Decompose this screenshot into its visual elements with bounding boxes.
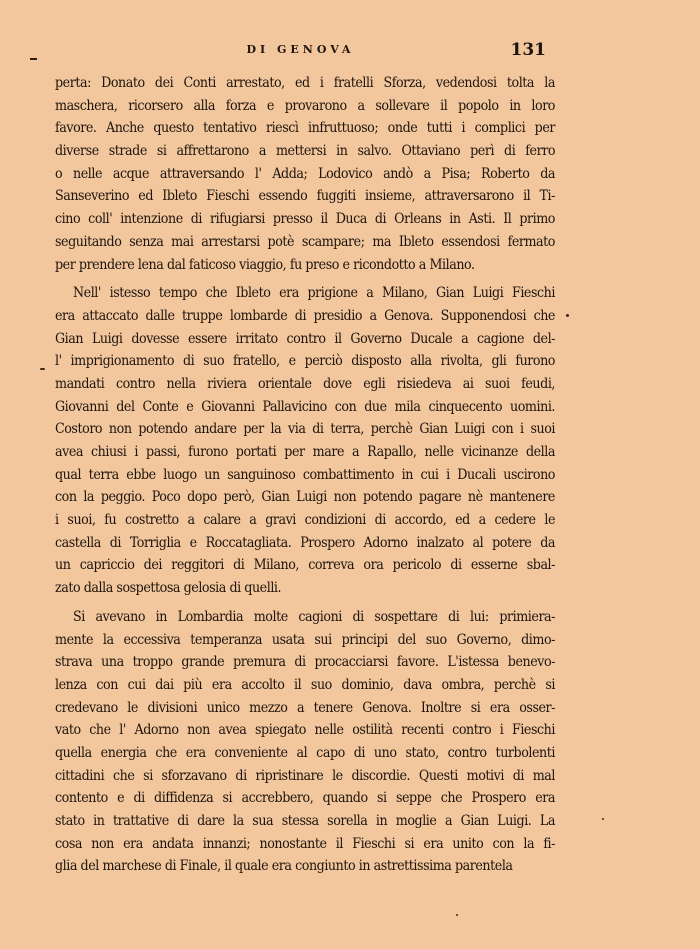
text-line: credevano le divisioni unico mezzo a tenere Genova. Inoltre si era osser- — [55, 699, 555, 716]
text-line: Si avevano in Lombardia molte cagioni di sospettare di lui: primiera- — [73, 608, 555, 625]
text-line: quella energia che era conveniente al capo di uno stato, contro turbolenti — [55, 744, 555, 761]
text-line: Gian Luigi dovesse essere irritato contro il Governo Ducale a cagione del- — [55, 330, 555, 347]
paragraph — [55, 72, 555, 276]
margin-speck — [40, 368, 45, 370]
body-text — [55, 72, 555, 878]
text-line: cino coll' intenzione di rifugiarsi presso il Duca di Orleans in Asti. Il primo — [55, 211, 555, 228]
text-line: cittadini che si sforzavano di ripristinare le discordie. Questi motivi di mal — [55, 767, 555, 784]
text-line: i suoi, fu costretto a calare a gravi condizioni di accordo, ed a cedere le — [55, 512, 555, 529]
paragraph — [55, 606, 555, 878]
text-line: o nelle acque attraversando l' Adda; Lodovico andò a Pisa; Roberto da — [55, 165, 555, 182]
text-line: l' imprigionamento di suo fratello, e perciò disposto alla rivolta, gli furono — [55, 353, 555, 370]
text-line: glia del marchese di Finale, il quale era congiunto in astrettissima parentela — [55, 858, 513, 875]
text-line: mandati contro nella riviera orientale dove egli risiedeva ai suoi feudi, — [55, 375, 555, 392]
text-line: vato che l' Adorno non avea spiegato nelle ostilità recenti contro i Fieschi — [55, 722, 555, 739]
text-line: Costoro non potendo andare per la via di terra, perchè Gian Luigi con i suoi — [55, 421, 555, 438]
margin-speck — [456, 914, 458, 916]
text-line: per prendere lena dal faticoso viaggio, fu preso e ricondotto a Milano. — [55, 256, 475, 273]
text-line: perta: Donato dei Conti arrestato, ed i fratelli Sforza, vedendosi tolta la — [55, 75, 555, 91]
text-line: cosa non era andata innanzi; nonostante il Fieschi si era unito con la fi- — [55, 835, 555, 852]
text-line: qual terra ebbe luogo un sanguinoso combattimento in cui i Ducali uscirono — [55, 466, 555, 483]
text-line: castella di Torriglia e Roccatagliata. Prospero Adorno inalzato al potere da — [55, 534, 555, 551]
running-title: DI GENOVA — [246, 43, 355, 56]
text-line: mente la eccessiva temperanza usata sui principi del suo Governo, dimo- — [55, 631, 555, 648]
margin-dash-mark — [30, 58, 37, 60]
text-line: Nell' istesso tempo che Ibleto era prigione a Milano, Gian Luigi Fieschi — [73, 285, 555, 302]
page-header — [55, 40, 546, 64]
margin-speck — [602, 818, 604, 820]
paragraph — [55, 282, 555, 600]
text-line: zato dalla sospettosa gelosia di quelli. — [55, 580, 282, 597]
text-line: era attaccato dalle truppe lombarde di presidio a Genova. Supponendosi che — [55, 307, 555, 324]
text-line: avea chiusi i passi, furono portati per mare a Rapallo, nelle vicinanze della — [55, 444, 555, 460]
text-line: strava una troppo grande premura di procacciarsi favore. L'istessa benevo- — [55, 654, 555, 671]
text-line: con la peggio. Poco dopo però, Gian Luigi non potendo pagare nè mantenere — [55, 489, 555, 506]
text-line: maschera, ricorsero alla forza e provarono a sollevare il popolo in loro — [55, 97, 555, 114]
text-line: seguitando senza mai arrestarsi potè scampare; ma Ibleto essendosi fermato — [55, 233, 555, 250]
text-line: un capriccio dei reggitori di Milano, correva ora pericolo di esserne sbal- — [55, 557, 555, 574]
margin-speck — [566, 314, 569, 317]
text-line: favore. Anche questo tentativo riescì infruttuoso; onde tutti i complici per — [55, 120, 555, 137]
text-line: diverse strade si affrettarono a mettersi in salvo. Ottaviano perì di ferro — [55, 143, 555, 160]
page-number: 131 — [510, 40, 546, 60]
text-line: Sanseverino ed Ibleto Fieschi essendo fuggiti insieme, attraversarono il Ti- — [55, 188, 555, 205]
text-line: contento e di diffidenza si accrebbero, quando si seppe che Prospero era — [55, 790, 555, 807]
text-line: stato in trattative di dare la sua stessa sorella in moglie a Gian Luigi. La — [55, 813, 555, 829]
text-line: Giovanni del Conte e Giovanni Pallavicino con due mila cinquecento uomini. — [55, 398, 555, 415]
text-line: lenza con cui dai più era accolto il suo dominio, dava ombra, perchè si — [55, 676, 555, 693]
